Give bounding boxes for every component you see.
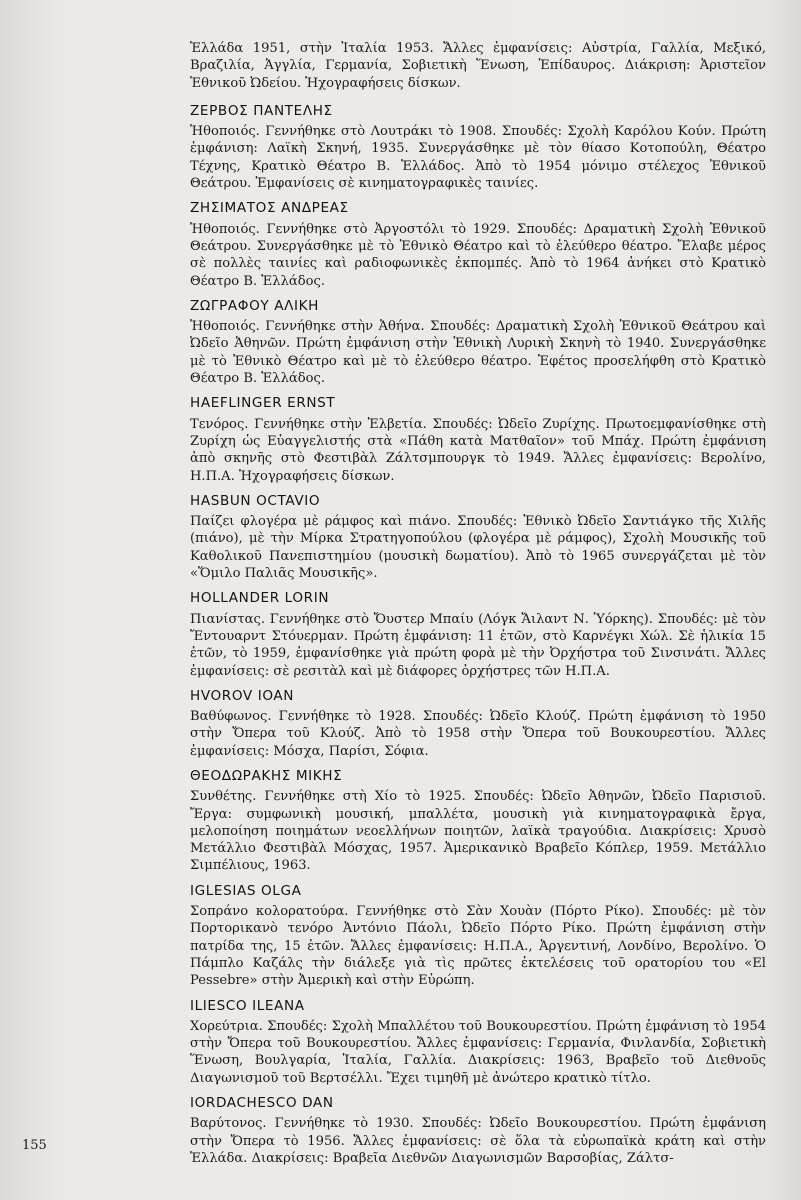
entry-text: Βαθύφωνος. Γεννήθηκε τὸ 1928. Σπουδές: Ὠδεῖο Κλούζ. Πρώτη ἐμφάνιση τὸ 1950 στὴν Ὄπερα τοῦ Κλούζ. Ἀπὸ τὸ 1958 στὴν Ὄπερα τοῦ Βουκουρεστίου. Ἄλλες ἐμφανίσεις: Μόσχα, Παρίσι, Σόφια. — [190, 709, 766, 759]
text-column — [190, 40, 766, 1175]
entry-name: ΖΗΣΙΜΑΤΟΣ ΑΝΔΡΕΑΣ — [190, 200, 349, 217]
entry-text: Ἠθοποιός. Γεννήθηκε στὴν Ἀθήνα. Σπουδές: Δραματικὴ Σχολὴ Ἐθνικοῦ Θεάτρου καὶ Ὠδεῖο Ἀθηνῶν. Πρώτη ἐμφάνιση στὴν Ἐθνικὴ Λυρικὴ Σκηνὴ τὸ 1940. Συνεργάσθηκε μὲ τὸ Ἐθνικὸ Θέατρο καὶ μὲ τὸ ἐλεύθερο θέατρο. Ἐφέτος προσελήφθη στὸ Κρατικὸ Θέατρο Β. Ἑλλάδος. — [190, 319, 766, 387]
entry-iglesias — [190, 883, 766, 990]
page-edge-shadow — [773, 0, 801, 1200]
entry-iliesco — [190, 998, 766, 1087]
entry-name: IORDACHESCO DAN — [190, 1095, 334, 1112]
page-number: 155 — [22, 1138, 47, 1153]
continued-entry-text: Ἑλλάδα 1951, στὴν Ἰταλία 1953. Ἄλλες ἐμφανίσεις: Αὐστρία, Γαλλία, Μεξικό, Βραζιλία, Ἀγγλία, Γερμανία, Σοβιετικὴ Ἕνωση, Ἐπίδαυρος. Διάκριση: Ἀριστεῖον Ἐθνικοῦ Ὠδείου. Ἠχογραφήσεις δίσκων. — [190, 41, 766, 91]
entry-name: ILIESCO ILEANA — [190, 997, 305, 1014]
entry-haeflinger — [190, 395, 766, 484]
entry-text: Σοπράνο κολορατούρα. Γεννήθηκε στὸ Σὰν Χουὰν (Πόρτο Ρίκο). Σπουδές: μὲ τὸν Πορτορικανὸ τενόρο Ἀντόνιο Πάολι, Ὠδεῖο Πόρτο Ρίκο. Πρώτη ἐμφάνιση στὴν πατρίδα της, 15 ἐτῶν. Ἄλλες ἐμφανίσεις: Η.Π.Α., Ἀργεντινή, Λονδίνο, Βερολίνο. Ὁ Πάμπλο Καζάλς τὴν διάλεξε γιὰ τὶς πρῶτες ἐκτελέσεις τοῦ ορατορίου του «El Pessebre» στὴν Ἀμερικὴ καὶ στὴν Εὐρώπη. — [190, 904, 766, 989]
entry-name: HAEFLINGER ERNST — [190, 395, 336, 412]
entry-iordachesco — [190, 1095, 766, 1167]
entry-text: Πιανίστας. Γεννήθηκε στὸ Ὄυστερ Μπαίυ (Λόγκ Ἄιλαντ Ν. Ὑόρκης). Σπουδές: μὲ τὸν Ἔντουαρντ Στόυερμαν. Πρώτη ἐμφάνιση: 11 ἐτῶν, στὸ Καρνέγκι Χώλ. Σὲ ἡλικία 15 ἐτῶν, τὸ 1959, ἐμφανίσθηκε γιὰ πρώτη φορὰ μὲ τὴν Ὀρχήστρα τοῦ Σινσινάτι. Ἄλλες ἐμφανίσεις: σὲ ρεσιτὰλ καὶ μὲ διάφορες ὀρχήστρες τῶν Η.Π.Α. — [190, 611, 766, 679]
entry-text: Ἠθοποιός. Γεννήθηκε στὸ Λουτράκι τὸ 1908. Σπουδές: Σχολὴ Καρόλου Κούν. Πρώτη ἐμφάνιση: Λαϊκὴ Σκηνή, 1935. Συνεργάσθηκε μὲ τὸν θίασο Κοτοπούλη, Θέατρο Τέχνης, Κρατικὸ Θέατρο Β. Ἑλλάδος. Ἀπὸ τὸ 1954 μόνιμο στέλεχος Ἐθνικοῦ Θεάτρου. Ἐμφανίσεις σὲ κινηματογραφικὲς ταινίες. — [190, 124, 766, 192]
entry-name: ΖΩΓΡΑΦΟΥ ΑΛΙΚΗ — [190, 297, 319, 314]
entry-name: HOLLANDER LORIN — [190, 590, 330, 607]
entry-name: IGLESIAS OLGA — [190, 882, 302, 899]
entry-text: Χορεύτρια. Σπουδές: Σχολὴ Μπαλλέτου τοῦ Βουκουρεστίου. Πρώτη ἐμφάνιση τὸ 1954 στὴν Ὄπερα τοῦ Βουκουρεστίου. Ἄλλες ἐμφανίσεις: Γερμανία, Φινλανδία, Σοβιετικὴ Ἕνωση, Βουλγαρία, Ἰταλία, Γαλλία. Διακρίσεις: 1963, Βραβεῖο τοῦ Διεθνοῦς Διαγωνισμοῦ τοῦ Βερτσέλλι. Ἔχει τιμηθῆ μὲ ἀνώτερο κρατικὸ τίτλο. — [190, 1018, 766, 1086]
entry-text: Τενόρος. Γεννήθηκε στὴν Ἑλβετία. Σπουδές: Ὠδεῖο Ζυρίχης. Πρωτοεμφανίσθηκε στὴ Ζυρίχη ὡς Εὐαγγελιστής στὰ «Πάθη κατὰ Ματθαῖον» τοῦ Μπάχ. Πρώτη ἐμφάνιση ἀπὸ σκηνῆς στὸ Φεστιβὰλ Ζάλτσμπουργκ τὸ 1949. Ἄλλες ἐμφανίσεις: Βερολίνο, Η.Π.Α. Ἠχογραφήσεις δίσκων. — [190, 416, 766, 484]
entry-text: Ἠθοποιός. Γεννήθηκε στὸ Ἀργοστόλι τὸ 1929. Σπουδές: Δραματικὴ Σχολὴ Ἐθνικοῦ Θεάτρου. Συνεργάσθηκε μὲ τὸ Ἐθνικὸ Θέατρο καὶ τὸ ἐλεύθερο θέατρο. Ἔλαβε μέρος σὲ πολλὲς ταινίες καὶ ραδιοφωνικὲς ἐκπομπές. Ἀπὸ τὸ 1964 ἀνήκει στὸ Κρατικὸ Θέατρο Β. Ἑλλάδος. — [190, 221, 766, 289]
entry-theodorakis — [190, 768, 766, 875]
entry-zografou — [190, 298, 766, 387]
entry-text: Βαρύτονος. Γεννήθηκε τὸ 1930. Σπουδές: Ὠδεῖο Βουκουρεστίου. Πρώτη ἐμφάνιση στὴν Ὄπερα τὸ 1956. Ἄλλες ἐμφανίσεις: σὲ ὅλα τὰ εὐρωπαϊκὰ κράτη καὶ στὴν Ἑλλάδα. Διακρίσεις: Βραβεῖα Διεθνῶν Διαγωνισμῶν Βαρσοβίας, Ζάλτσ- — [190, 1116, 766, 1166]
entry-name: ΘΕΟΔΩΡΑΚΗΣ ΜΙΚΗΣ — [190, 767, 343, 784]
entry-hasbun — [190, 493, 766, 582]
entry-zisimatos — [190, 200, 766, 289]
entry-name: HVOROV IOAN — [190, 687, 295, 704]
entry-hollander — [190, 590, 766, 679]
entry-name: HASBUN OCTAVIO — [190, 492, 321, 509]
entry-name: ΖΕΡΒΟΣ ΠΑΝΤΕΛΗΣ — [190, 102, 333, 119]
entry-text: Παίζει φλογέρα μὲ ράμφος καὶ πιάνο. Σπουδές: Ἐθνικὸ Ὠδεῖο Σαντιάγκο τῆς Χιλῆς (πιάνο), μὲ τὴν Μίρκα Στρατηγοπούλου (φλογέρα μὲ ράμφος), Σχολὴ Μουσικῆς τοῦ Καθολικοῦ Πανεπιστημίου (μουσικὴ δωματίου). Ἀπὸ τὸ 1965 συνεργάζεται μὲ τὸν «Ὅμιλο Παλιᾶς Μουσικῆς». — [190, 514, 766, 582]
entry-hvorov — [190, 688, 766, 760]
entry-zervos — [190, 103, 766, 192]
entry-text: Συνθέτης. Γεννήθηκε στὴ Χίο τὸ 1925. Σπουδές: Ὠδεῖο Ἀθηνῶν, Ὠδεῖο Παρισιοῦ. Ἔργα: συμφωνικὴ μουσική, μπαλλέτα, μουσικὴ γιὰ κινηματογραφικὰ ἔργα, μελοποίηση ποιημάτων νεοελλήνων ποιητῶν, λαϊκὰ τραγούδια. Διακρίσεις: Χρυσὸ Μετάλλιο Φεστιβὰλ Μόσχας, 1957. Ἀμερικανικὸ Βραβεῖο Κόπλερ, 1959. Μετάλλιο Σιμπέλιους, 1963. — [190, 789, 766, 874]
